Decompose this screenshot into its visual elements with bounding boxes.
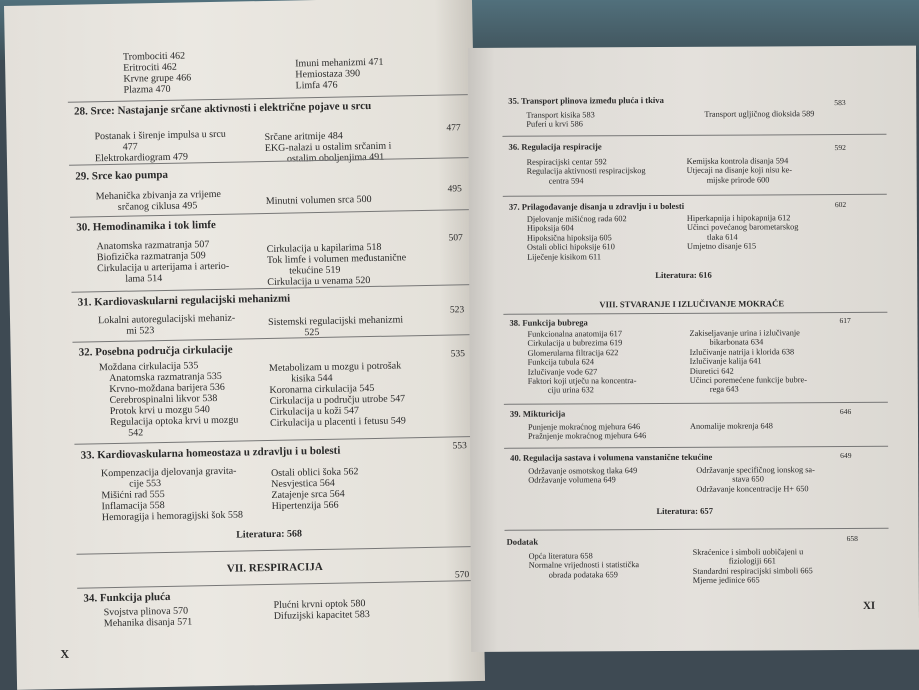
list-item: Puferi u krvi 586 xyxy=(526,119,583,130)
list-item: 477 xyxy=(122,141,138,153)
list-item: Respiracijski centar 592 xyxy=(526,157,607,167)
section-title: Dodatak xyxy=(506,536,539,547)
list-item: Trombociti 462 xyxy=(122,50,186,63)
section-items-left xyxy=(529,551,640,580)
list-item: Mehanika disanja 571 xyxy=(103,616,193,630)
list-item: Metabolizam u mozgu i potrošak xyxy=(268,360,402,374)
list-item: Diuretici 642 xyxy=(689,366,734,376)
page-number: X xyxy=(60,646,70,662)
section-title: 31. Kardiovaskularni regulacijski mehanizmi xyxy=(77,292,291,309)
list-item: centra 594 xyxy=(548,176,584,186)
list-item: cije 553 xyxy=(129,478,162,490)
section-items-right xyxy=(687,213,799,251)
divider xyxy=(504,446,888,449)
divider xyxy=(77,580,477,589)
list-item: Hipoksija 604 xyxy=(526,223,574,234)
section-items-right xyxy=(690,421,773,431)
list-item: Opća literatura 658 xyxy=(528,551,593,561)
list-item: Hemiostaza 390 xyxy=(295,68,361,81)
section-items-right xyxy=(267,241,407,288)
section-items-left xyxy=(527,157,646,186)
section-title: 30. Hemodinamika i tok limfe xyxy=(76,218,216,234)
divider xyxy=(504,402,888,405)
list-item: Difuzijski kapacitet 583 xyxy=(273,609,370,622)
section-items-right xyxy=(266,194,372,207)
list-item: Anatomska razmatranja 507 xyxy=(96,239,210,253)
section-items-right xyxy=(269,360,406,429)
list-item: tlaka 614 xyxy=(706,232,738,242)
list-item: Cirkulacija u venama 520 xyxy=(267,275,371,288)
section-items-right xyxy=(689,328,807,394)
list-item: stava 650 xyxy=(732,474,764,485)
list-item: ostalim oboljenjima 491 xyxy=(286,151,385,165)
section-title: 40. Regulacija sastava i volumena vanstanične tekućine xyxy=(510,451,713,463)
list-item: Koronarna cirkulacija 545 xyxy=(269,382,375,396)
list-item: Učinci povećanog barometarskog xyxy=(686,222,799,233)
section-title: 33. Kardiovaskularna homeostaza u zdravlju i u bolesti xyxy=(80,444,341,462)
list-item: Učinci poremećene funkcije bubre- xyxy=(689,375,808,385)
list-item: rega 643 xyxy=(709,385,739,395)
list-item: obrada podataka 659 xyxy=(548,570,618,580)
list-item: bikarbonata 634 xyxy=(709,337,764,348)
section-title: 39. Mikturicija xyxy=(509,408,566,419)
section-items-left xyxy=(97,239,230,286)
list-item: Djelovanje mišićnog rada 602 xyxy=(526,214,627,224)
list-item: ciju urina 632 xyxy=(547,385,594,396)
list-item: Tok limfe i volumen međustanične xyxy=(266,252,407,266)
list-item: Cirkulacija u koži 547 xyxy=(269,405,360,418)
list-item: Mehanička zbivanja za vrijeme xyxy=(95,188,221,203)
list-item: Moždana cirkulacija 535 xyxy=(98,360,199,374)
list-item: Kemijska kontrola disanja 594 xyxy=(686,156,789,166)
section-items-left xyxy=(99,360,239,440)
list-item: Biofizička razmatranja 509 xyxy=(96,250,206,264)
list-item: 542 xyxy=(128,427,144,439)
list-item: fiziologiji 661 xyxy=(728,556,776,567)
list-item: Nesvjestica 564 xyxy=(271,477,335,490)
list-item: Održavanje osmotskog tlaka 649 xyxy=(528,466,638,476)
section-items-left xyxy=(96,189,222,213)
list-item: Plazma 470 xyxy=(123,83,171,96)
section-items-right xyxy=(696,465,815,494)
divider xyxy=(77,546,477,555)
literature-line: Literatura: 657 xyxy=(656,505,714,517)
section-title: 34. Funkcija pluća xyxy=(83,590,171,605)
list-item: Transport kisika 583 xyxy=(526,110,595,120)
list-item: Cirkulacija u području utrobe 547 xyxy=(269,393,406,407)
list-item: mijske prirode 600 xyxy=(706,175,770,185)
section-page: 523 xyxy=(449,305,465,316)
section-title: 29. Srce kao pumpa xyxy=(75,168,169,183)
list-item: Funkcionalna anatomija 617 xyxy=(527,329,623,339)
section-page: 583 xyxy=(834,98,846,108)
section-page: 592 xyxy=(834,143,846,153)
list-item: Krvne grupe 466 xyxy=(123,72,192,85)
list-item: tekućine 519 xyxy=(289,264,341,277)
list-item: Održavanje specifičnog ionskog sa- xyxy=(696,465,815,475)
list-item: Svojstva plinova 570 xyxy=(103,605,189,619)
list-item: Regulacija aktivnosti respiracijskog xyxy=(526,166,646,177)
list-item: Inflamacija 558 xyxy=(101,500,165,513)
list-item: kisika 544 xyxy=(291,372,333,385)
section-title: 32. Posebna područja cirkulacije xyxy=(78,343,233,359)
list-item: 525 xyxy=(304,327,320,339)
section-page: 495 xyxy=(447,184,462,195)
list-item: lama 514 xyxy=(125,273,163,285)
list-item: Liječenje kisikom 611 xyxy=(527,251,602,262)
list-item: Zakiseljavanje urina i izlučivanje xyxy=(689,328,800,338)
section-items-left xyxy=(527,214,627,262)
section-page: 553 xyxy=(452,441,467,452)
list-item: Održavanje koncentracije H+ 650 xyxy=(696,484,809,494)
list-item: Faktori koji utječu na koncentra- xyxy=(527,376,637,386)
section-items-right xyxy=(273,598,369,622)
section-page: 646 xyxy=(839,406,852,417)
list-item: Mišićni rad 555 xyxy=(101,489,165,502)
section-page: 477 xyxy=(446,123,461,134)
list-item: Ostali oblici šoka 562 xyxy=(270,466,359,479)
list-item: Hiperkapnija i hipokapnija 612 xyxy=(686,213,791,223)
section-title: 37. Prilagođavanje disanja u zdravlju i u bolesti xyxy=(508,200,685,212)
list-item: Cirkulacija u placenti i fetusu 549 xyxy=(269,415,406,429)
part-heading: VII. RESPIRACIJA xyxy=(226,560,323,575)
list-item: Cerebrospinalni likvor 538 xyxy=(109,392,218,407)
list-item: Hipertenzija 566 xyxy=(271,499,339,512)
section-page: 535 xyxy=(450,349,466,360)
left-page xyxy=(4,0,485,690)
divider xyxy=(503,312,887,315)
list-item: Krvno-moždana barijera 536 xyxy=(109,381,225,396)
list-item: Transport ugljičnog dioksida 589 xyxy=(704,109,815,119)
section-items-left xyxy=(528,466,637,485)
list-item: Plućni krvni optok 580 xyxy=(273,598,366,611)
list-item: Ostali oblici hipoksije 610 xyxy=(527,242,615,252)
list-item: Postanak i širenje impulsa u srcu xyxy=(94,128,226,143)
list-item: Izlučivanje natrija i klorida 638 xyxy=(689,347,795,357)
section-title: 36. Regulacija respiracije xyxy=(508,141,602,152)
list-item: Minutni volumen srca 500 xyxy=(265,193,372,208)
list-item: mi 523 xyxy=(126,325,155,337)
divider xyxy=(502,134,886,137)
literature-line: Literatura: 568 xyxy=(236,528,303,541)
list-item: Punjenje mokraćnog mjehura 646 xyxy=(527,422,641,432)
list-item: srčanog ciklusa 495 xyxy=(117,200,198,213)
list-item: Eritrociti 462 xyxy=(123,61,177,74)
list-item: Imuni mehanizmi 471 xyxy=(295,56,384,70)
top-items-right xyxy=(295,57,384,92)
section-title: 28. Srce: Nastajanje srčane aktivnosti i električne pojave u srcu xyxy=(73,99,372,118)
section-page: 617 xyxy=(839,315,851,326)
divider xyxy=(503,194,887,197)
list-item: Održavanje volumena 649 xyxy=(528,475,616,486)
section-items-right xyxy=(693,547,813,585)
literature-line: Literatura: 616 xyxy=(655,269,712,281)
list-item: Sistemski regulacijski mehanizmi xyxy=(268,314,404,328)
section-items-left xyxy=(528,422,646,441)
page-number: XI xyxy=(862,599,876,612)
list-item: Umjetno disanje 615 xyxy=(687,241,757,252)
list-item: Elektrokardiogram 479 xyxy=(94,151,189,165)
list-item: Cirkulacija u bubrezima 619 xyxy=(527,338,623,349)
section-items-left xyxy=(98,313,236,338)
list-item: Glomerularna filtracija 622 xyxy=(527,348,619,358)
list-item: Regulacija optoka krvi u mozgu xyxy=(109,414,239,429)
list-item: Skraćenice i simboli uobičajeni u xyxy=(692,547,804,557)
list-item: Anomalije mokrenja 648 xyxy=(689,421,773,431)
list-item: Anatomska razmatranja 535 xyxy=(109,370,222,385)
section-items-left xyxy=(526,110,594,129)
section-items-left xyxy=(527,329,636,395)
list-item: Normalne vrijednosti i statistička xyxy=(528,560,640,571)
list-item: Limfa 476 xyxy=(295,79,338,92)
section-page: 507 xyxy=(448,233,463,244)
list-item: Srčane aritmije 484 xyxy=(264,130,343,144)
right-page xyxy=(468,46,919,652)
section-page: 602 xyxy=(834,200,847,210)
section-page: 570 xyxy=(454,570,470,581)
list-item: Lokalni autoregulacijski mehaniz- xyxy=(97,312,236,327)
part-heading: VIII. STVARANJE I IZLUČIVANJE MOKRAĆE xyxy=(599,298,785,310)
list-item: EKG-nalazi u ostalim srčanim i xyxy=(264,140,392,155)
list-item: Utjecaji na disanje koji nisu ke- xyxy=(686,165,792,176)
section-title: 38. Funkcija bubrega xyxy=(509,317,588,328)
section-items-left xyxy=(94,129,226,165)
section-items-left xyxy=(104,606,193,630)
section-page: 658 xyxy=(846,533,858,544)
list-item: Zatajenje srca 564 xyxy=(271,488,345,501)
list-item: Hipoksična hipoksija 605 xyxy=(526,233,612,243)
list-item: Standardni respiracijski simboli 665 xyxy=(692,566,813,576)
list-item: Protok krvi u mozgu 540 xyxy=(109,404,210,418)
section-items-right xyxy=(271,466,359,512)
list-item: Izlučivanje vode 627 xyxy=(527,366,598,377)
list-item: Izlučivanje kalija 641 xyxy=(689,356,762,367)
section-page: 649 xyxy=(840,450,852,461)
list-item: Funkcija tubula 624 xyxy=(527,357,595,367)
divider xyxy=(505,528,889,531)
section-items-right xyxy=(704,109,814,119)
list-item: Cirkulacija u kapilarima 518 xyxy=(266,241,382,256)
list-item: Hemoragija i hemoragijski šok 558 xyxy=(101,509,244,524)
section-items-right xyxy=(687,156,792,185)
list-item: Cirkulacija u arterijama i arterio- xyxy=(96,260,230,275)
list-item: Pražnjenje mokraćnog mjehura 646 xyxy=(528,431,647,442)
list-item: Mjerne jedinice 665 xyxy=(692,575,760,586)
top-items-left xyxy=(123,50,192,95)
list-item: Kompenzacija djelovanja gravita- xyxy=(100,465,237,480)
section-title: 35. Transport plinova između pluća i tkiva xyxy=(508,94,664,106)
section-items-left xyxy=(101,466,243,524)
